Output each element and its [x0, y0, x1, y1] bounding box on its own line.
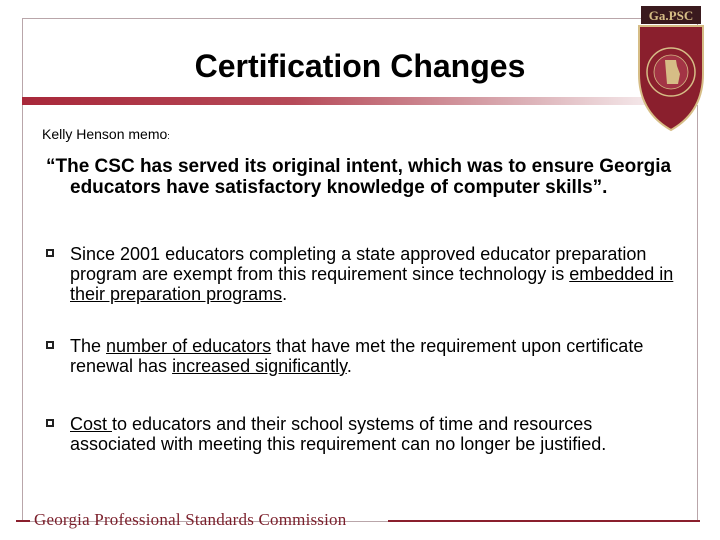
square-bullet-icon [46, 419, 54, 427]
footer-rule-left [16, 520, 30, 522]
square-bullet-icon [46, 249, 54, 257]
footer-organization: Georgia Professional Standards Commission [34, 510, 347, 529]
slide-title: Certification Changes [194, 48, 526, 84]
bullet-item: The number of educators that have met the requirement upon certificate renewal has increased significantly. [46, 336, 676, 376]
memo-attribution: Kelly Henson memo: [42, 126, 170, 142]
title-divider [22, 97, 698, 105]
footer-rule-right [388, 520, 700, 522]
bullet-item: Since 2001 educators completing a state approved educator preparation program are exempt from this requirement since technology is embedded in their preparation programs. [46, 244, 676, 304]
logo-label: Ga.PSC [648, 8, 694, 23]
bullet-item: Cost to educators and their school systems of time and resources associated with meeting this requirement can no longer be justified. [46, 414, 676, 454]
memo-quote: “The CSC has served its original intent, which was to ensure Georgia educators have satisfactory knowledge of computer skills”. [46, 156, 672, 198]
bullet-list [46, 244, 676, 494]
gapsc-shield-logo [636, 4, 706, 134]
square-bullet-icon [46, 341, 54, 349]
